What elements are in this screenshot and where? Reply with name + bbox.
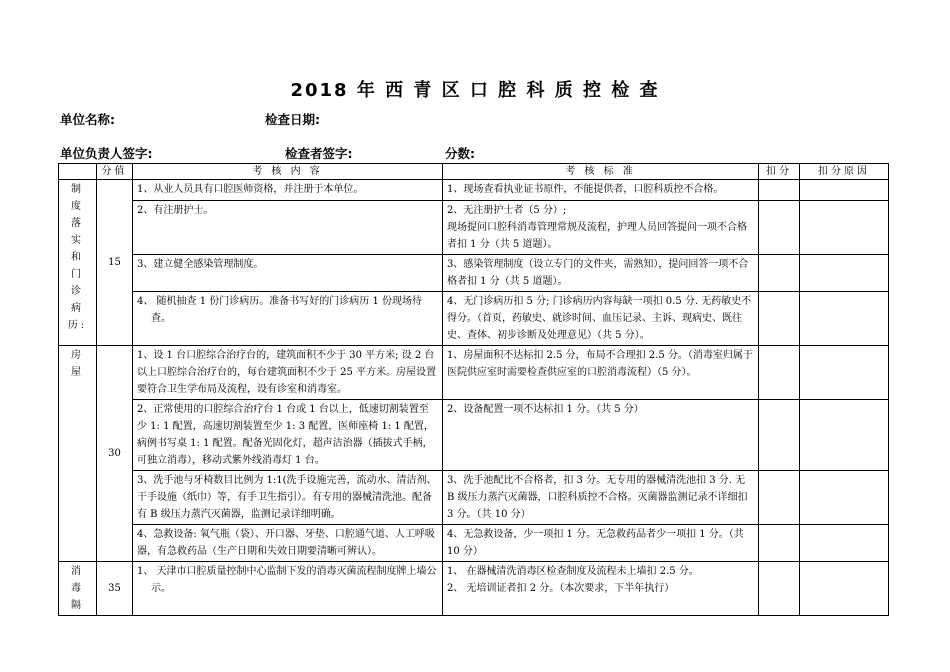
check-date-label: 检查日期: [265,112,320,127]
deduction-cell[interactable] [759,562,800,616]
content-cell: 3、洗手池与牙椅数目比例为 1:1(洗手设施完善，流动水、清洁剂、干手设施（纸巾）等，有手卫生指引）。有专用的器械清洗池。配备有 B 级压力蒸汽灭菌器，监测记录详细明确。 [133,471,443,525]
deduction-reason-cell[interactable] [800,201,889,255]
standard-cell: 2、设备配置一项不达标扣 1 分。（共 5 分） [443,400,759,471]
section-score: 35 [97,562,133,616]
unit-leader-signature-label: 单位负责人签字: [60,146,153,161]
deduction-reason-cell[interactable] [800,471,889,525]
deduction-cell[interactable] [759,346,800,400]
deduction-cell[interactable] [759,255,800,292]
standard-cell: 1、现场查看执业证书原件，不能提供者，口腔科质控不合格。 [443,180,759,201]
standard-cell: 3、洗手池配比不合格者，扣 3 分。无专用的器械清洗池扣 3 分. 无 B 级压力蒸汽灭菌器，口腔科质控不合格。灭菌器监测记录不详细扣 3 分。（共 10 分） [443,471,759,525]
deduction-cell[interactable] [759,400,800,471]
table-row [59,471,889,525]
deduction-cell[interactable] [759,180,800,201]
deduction-reason-cell[interactable] [800,525,889,562]
header-deduction-reason: 扣分原因 [800,164,889,180]
header-category [59,164,97,180]
table-row [59,255,889,292]
deduction-reason-cell[interactable] [800,292,889,346]
header-content: 考 核 内 容 [133,164,443,180]
unit-name-label: 单位名称: [60,112,115,127]
content-cell: 1、从业人员具有口腔医师资格，并注册于本单位。 [133,180,443,201]
content-cell: 1、设 1 台口腔综合治疗台的，建筑面积不少于 30 平方米; 设 2 台以上口腔综合治疗台的，每台建筑面积不少于 25 平方米。房屋设置要符合卫生学布局及流程，设有诊室和消毒室。 [133,346,443,400]
content-cell: 3、建立健全感染管理制度。 [133,255,443,292]
table-row [59,201,889,255]
header-score: 分值 [97,164,133,180]
section-category: 房 屋 [59,346,97,562]
table-row [59,180,889,201]
deduction-cell[interactable] [759,471,800,525]
standard-cell: 2、无注册护士者（5 分）; 现场提问口腔科消毒管理常规及流程，护理人员回答提问一项不合格者扣 1 分（共 5 道题）。 [443,201,759,255]
inspector-signature-label: 检查者签字: [285,146,353,161]
content-cell: 2、正常使用的口腔综合治疗台 1 台或 1 台以上，低速切割装置至少 1: 1 配置，高速切割装置至少 1: 3 配置，医师座椅 1: 1 配置，病例书写桌 1: 1 配置。配备光固化灯，超声洁治器（插拔式手柄，可独立消毒），移动式紫外线消毒灯 1 台。 [133,400,443,471]
standard-cell: 4、无门诊病历扣 5 分; 门诊病历内容每缺一项扣 0.5 分. 无药敏史不得分。（首页，药敏史、就诊时间、血压记录、主诉、现病史、既往史、查体、初步诊断及处理意见）（共 5 分）。 [443,292,759,346]
standard-cell: 1、 在器械清洗消毒区检查制度及流程未上墙扣 2.5 分。 2、 无培训证者扣 2 分。（本次要求，下半年执行） [443,562,759,616]
deduction-reason-cell[interactable] [800,180,889,201]
deduction-reason-cell[interactable] [800,346,889,400]
header-standard: 考 核 标 准 [443,164,759,180]
section-category: 消 毒 隔 [59,562,97,616]
score-label: 分数: [445,146,475,161]
deduction-reason-cell[interactable] [800,400,889,471]
deduction-reason-cell[interactable] [800,255,889,292]
deduction-cell[interactable] [759,292,800,346]
content-cell: 1、 天津市口腔质量控制中心监制下发的消毒灭菌流程制度牌上墙公示。 [133,562,443,616]
table-row [59,292,889,346]
standard-cell: 4、无急救设备，少一项扣 1 分。无急救药品者少一项扣 1 分。（共 10 分） [443,525,759,562]
deduction-cell[interactable] [759,525,800,562]
inspection-table [58,163,889,616]
section-score: 15 [97,180,133,346]
standard-cell: 3、感染管理制度（设立专门的文件夹，需熟知），提问回答一项不合格者扣 1 分（共 5 道题）。 [443,255,759,292]
content-cell: 2、有注册护士。 [133,201,443,255]
content-cell: 4、急救设备: 氧气瓶（袋）、开口器、牙垫、口腔通气道、人工呼吸器，有急救药品（生产日期和失效日期要清晰可辨认）。 [133,525,443,562]
table-row [59,562,889,616]
page-title: 2018 年 西 青 区 口 腔 科 质 控 检 查 [290,80,660,101]
content-cell: 4、 随机抽查 1 份门诊病历。准备书写好的门诊病历 1 份现场待查。 [133,292,443,346]
deduction-cell[interactable] [759,201,800,255]
header-deduction: 扣分 [759,164,800,180]
section-category: 制 度 落 实 和 门 诊 病 历: [59,180,97,346]
table-row [59,346,889,400]
table-row [59,525,889,562]
table-header-row [59,164,889,180]
section-score: 30 [97,346,133,562]
table-row [59,400,889,471]
standard-cell: 1、房屋面积不达标扣 2.5 分，布局不合理扣 2.5 分。（消毒室归属于医院供应室时需要检查供应室的口腔消毒流程）（5 分）。 [443,346,759,400]
deduction-reason-cell[interactable] [800,562,889,616]
